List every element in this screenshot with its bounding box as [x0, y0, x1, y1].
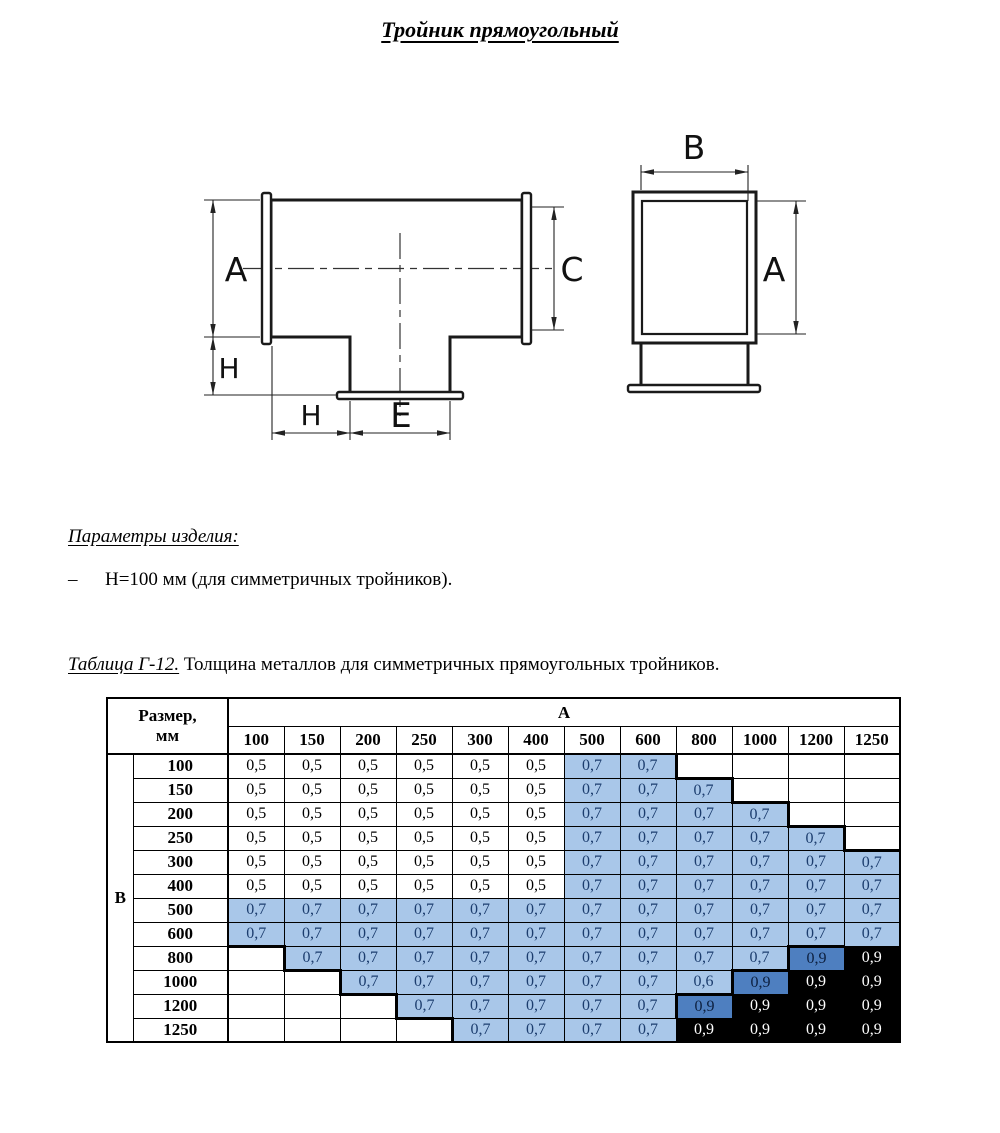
table-cell: 0,7: [564, 922, 620, 946]
column-header-1200: 1200: [788, 727, 844, 755]
table-cell: 0,7: [564, 898, 620, 922]
table-cell: 0,7: [452, 922, 508, 946]
table-cell: [284, 994, 340, 1018]
table-cell: 0,5: [228, 754, 284, 778]
table-cell: 0,5: [396, 802, 452, 826]
table-cell: 0,5: [508, 802, 564, 826]
table-cell: 0,7: [676, 826, 732, 850]
front-view: [204, 193, 584, 440]
table-cell: 0,7: [620, 946, 676, 970]
table-cell: 0,7: [284, 898, 340, 922]
column-header-500: 500: [564, 727, 620, 755]
table-cell: 0,5: [340, 802, 396, 826]
table-cell: 0,7: [676, 802, 732, 826]
row-header-500: 500: [133, 898, 228, 922]
table-cell: 0,7: [340, 946, 396, 970]
table-row: [107, 1018, 900, 1042]
table-cell: 0,7: [508, 946, 564, 970]
table-cell: 0,7: [844, 922, 900, 946]
table-cell: 0,7: [452, 946, 508, 970]
table-cell: 0,5: [228, 802, 284, 826]
table-cell: 0,9: [732, 970, 788, 994]
table-cell: [228, 946, 284, 970]
table-cell: 0,7: [844, 874, 900, 898]
parameters-heading: Параметры изделия:: [68, 526, 239, 547]
table-cell: 0,7: [732, 802, 788, 826]
row-group-header-B: В: [107, 754, 133, 1042]
table-cell: 0,7: [732, 898, 788, 922]
column-header-1000: 1000: [732, 727, 788, 755]
dim-label-a-front: A: [224, 250, 248, 289]
side-dimension-labels: [683, 128, 786, 289]
table-cell: 0,9: [732, 994, 788, 1018]
table-cell: 0,5: [508, 826, 564, 850]
table-cell: 0,7: [788, 922, 844, 946]
table-cell: 0,7: [228, 922, 284, 946]
table-row: [107, 898, 900, 922]
table-cell: 0,5: [228, 778, 284, 802]
tee-duct-drawing: [0, 100, 1000, 460]
table-row: [107, 922, 900, 946]
column-group-header-A: А: [228, 698, 900, 727]
table-cell: 0,7: [620, 922, 676, 946]
table-row: [107, 850, 900, 874]
table-row: [107, 970, 900, 994]
dim-label-h-side: H: [218, 352, 240, 385]
table-cell: 0,7: [508, 898, 564, 922]
table-cell: 0,5: [284, 826, 340, 850]
table-cell: 0,7: [564, 970, 620, 994]
table-cell: 0,9: [844, 970, 900, 994]
table-cell: 0,7: [732, 826, 788, 850]
table-cell: 0,7: [676, 850, 732, 874]
table-cell: [844, 802, 900, 826]
table-cell: 0,7: [564, 994, 620, 1018]
table-cell: [340, 1018, 396, 1042]
table-cell: 0,5: [396, 778, 452, 802]
table-cell: [732, 778, 788, 802]
front-right-flange: [522, 193, 531, 344]
table-cell: 0,5: [340, 778, 396, 802]
table-cell: [788, 754, 844, 778]
front-left-flange: [262, 193, 271, 344]
column-header-800: 800: [676, 727, 732, 755]
table-cell: 0,5: [284, 874, 340, 898]
table-cell: 0,5: [284, 754, 340, 778]
table-cell: 0,7: [452, 970, 508, 994]
table-cell: 0,5: [284, 778, 340, 802]
table-cell: 0,7: [564, 874, 620, 898]
list-dash: –: [68, 569, 78, 590]
table-cell: 0,7: [620, 970, 676, 994]
table-cell: 0,7: [452, 994, 508, 1018]
table-cell: 0,9: [844, 994, 900, 1018]
table-cell: 0,7: [732, 850, 788, 874]
table-cell: 0,7: [340, 898, 396, 922]
table-cell: 0,9: [788, 970, 844, 994]
table-cell: 0,7: [620, 1018, 676, 1042]
column-header-150: 150: [284, 727, 340, 755]
table-cell: 0,7: [732, 946, 788, 970]
table-cell: 0,5: [508, 850, 564, 874]
row-header-100: 100: [133, 754, 228, 778]
table-cell: 0,7: [844, 850, 900, 874]
table-cell: 0,7: [844, 898, 900, 922]
table-cell: 0,5: [396, 826, 452, 850]
table-cell: 0,7: [396, 970, 452, 994]
table-cell: 0,9: [732, 1018, 788, 1042]
table-cell: 0,7: [564, 802, 620, 826]
row-header-400: 400: [133, 874, 228, 898]
table-cell: 0,5: [284, 850, 340, 874]
table-cell: 0,7: [564, 754, 620, 778]
front-extension-lines: [204, 200, 564, 440]
table-cell: 0,6: [676, 970, 732, 994]
column-header-1250: 1250: [844, 727, 900, 755]
table-cell: 0,7: [732, 922, 788, 946]
table-cell: 0,5: [340, 874, 396, 898]
dim-label-a-side: A: [762, 250, 786, 289]
row-header-1250: 1250: [133, 1018, 228, 1042]
table-cell: 0,5: [508, 874, 564, 898]
row-header-1200: 1200: [133, 994, 228, 1018]
dim-label-h-bottom: H: [300, 399, 322, 432]
side-outer-rect: [633, 192, 756, 343]
table-cell: 0,7: [620, 850, 676, 874]
table-cell: 0,7: [620, 898, 676, 922]
column-header-600: 600: [620, 727, 676, 755]
table-cell: 0,7: [396, 946, 452, 970]
table-cell: 0,5: [396, 850, 452, 874]
table-cell: 0,9: [844, 1018, 900, 1042]
table-cell: 0,7: [396, 922, 452, 946]
table-cell: 0,5: [228, 850, 284, 874]
table-cell: 0,7: [452, 1018, 508, 1042]
row-header-150: 150: [133, 778, 228, 802]
table-cell: 0,9: [788, 994, 844, 1018]
table-cell: 0,5: [508, 754, 564, 778]
table-cell: 0,7: [396, 994, 452, 1018]
dim-label-e: E: [390, 396, 412, 436]
side-inner-rect: [642, 201, 747, 334]
table-cell: 0,7: [788, 826, 844, 850]
table-cell: [732, 754, 788, 778]
table-cell: 0,7: [452, 898, 508, 922]
table-cell: [844, 826, 900, 850]
table-cell: [228, 970, 284, 994]
table-cell: 0,5: [452, 802, 508, 826]
table-cell: 0,7: [620, 754, 676, 778]
table-cell: 0,7: [620, 802, 676, 826]
table-cell: 0,7: [676, 874, 732, 898]
table-cell: [228, 1018, 284, 1042]
front-duct-outline: [271, 200, 522, 393]
table-cell: [284, 970, 340, 994]
table-cell: 0,7: [620, 994, 676, 1018]
table-row: [107, 802, 900, 826]
table-cell: 0,5: [452, 874, 508, 898]
table-cell: [844, 778, 900, 802]
table-cell: 0,7: [620, 826, 676, 850]
table-cell: 0,9: [676, 1018, 732, 1042]
table-cell: 0,7: [508, 922, 564, 946]
table-cell: 0,7: [788, 850, 844, 874]
parameter-text: Н=100 мм (для симметричных тройников).: [105, 569, 453, 590]
column-header-400: 400: [508, 727, 564, 755]
dim-label-c: C: [560, 250, 584, 289]
column-header-250: 250: [396, 727, 452, 755]
table-cell: [788, 802, 844, 826]
column-header-300: 300: [452, 727, 508, 755]
table-row: [107, 946, 900, 970]
row-header-1000: 1000: [133, 970, 228, 994]
side-view: [628, 128, 806, 392]
table-cell: 0,7: [564, 850, 620, 874]
table-cell: [396, 1018, 452, 1042]
table-cell: 0,5: [452, 778, 508, 802]
table-cell: 0,7: [564, 1018, 620, 1042]
table-row: [107, 826, 900, 850]
thickness-table: [106, 697, 901, 1043]
table-cell: [788, 778, 844, 802]
table-cell: 0,5: [508, 778, 564, 802]
table-cell: [676, 754, 732, 778]
table-cell: 0,7: [508, 1018, 564, 1042]
table-cell: 0,9: [676, 994, 732, 1018]
side-branch-walls: [641, 343, 748, 385]
dim-label-b: B: [682, 128, 706, 167]
row-header-800: 800: [133, 946, 228, 970]
table-cell: [340, 994, 396, 1018]
table-cell: 0,5: [340, 754, 396, 778]
row-header-300: 300: [133, 850, 228, 874]
table-cell: [284, 1018, 340, 1042]
table-cell: 0,7: [396, 898, 452, 922]
table-cell: 0,5: [340, 850, 396, 874]
table-cell: 0,7: [676, 946, 732, 970]
table-cell: 0,7: [508, 994, 564, 1018]
table-cell: 0,7: [284, 922, 340, 946]
table-cell: 0,7: [284, 946, 340, 970]
table-cell: 0,7: [508, 970, 564, 994]
table-cell: 0,7: [564, 826, 620, 850]
parameter-item: [68, 569, 452, 591]
table-cell: 0,5: [452, 850, 508, 874]
table-cell: [228, 994, 284, 1018]
table-cell: 0,9: [788, 1018, 844, 1042]
row-header-250: 250: [133, 826, 228, 850]
table-cell: 0,7: [228, 898, 284, 922]
table-cell: 0,7: [788, 898, 844, 922]
table-cell: [844, 754, 900, 778]
column-header-100: 100: [228, 727, 284, 755]
side-bottom-flange: [628, 385, 760, 392]
table-cell: 0,7: [620, 778, 676, 802]
table-cell: 0,7: [788, 874, 844, 898]
table-cell: 0,7: [676, 922, 732, 946]
table-cell: 0,5: [340, 826, 396, 850]
table-row: [107, 994, 900, 1018]
table-cell: 0,9: [844, 946, 900, 970]
row-header-200: 200: [133, 802, 228, 826]
table-cell: 0,7: [564, 946, 620, 970]
table-cell: 0,5: [452, 754, 508, 778]
table-cell: 0,5: [228, 874, 284, 898]
table-cell: 0,5: [396, 874, 452, 898]
column-header-200: 200: [340, 727, 396, 755]
table-caption: [68, 654, 720, 676]
table-cell: 0,7: [620, 874, 676, 898]
table-cell: 0,7: [340, 970, 396, 994]
table-cell: 0,5: [452, 826, 508, 850]
table-cell: 0,7: [340, 922, 396, 946]
table-cell: 0,5: [284, 802, 340, 826]
page-title: Тройник прямоугольный: [381, 17, 619, 42]
table-cell: 0,5: [396, 754, 452, 778]
table-cell: 0,7: [564, 778, 620, 802]
table-cell: 0,7: [676, 898, 732, 922]
table-cell: 0,9: [788, 946, 844, 970]
row-header-600: 600: [133, 922, 228, 946]
table-caption-label: Таблица Г-12.: [68, 654, 180, 675]
table-cell: 0,7: [676, 778, 732, 802]
table-row: [107, 778, 900, 802]
table-row: [107, 754, 900, 778]
table-cell: 0,7: [732, 874, 788, 898]
table-caption-text: Толщина металлов для симметричных прямоугольных тройников.: [179, 654, 720, 675]
table-row: [107, 874, 900, 898]
table-cell: 0,5: [228, 826, 284, 850]
table-corner-size-header: Размер, мм: [107, 698, 228, 754]
